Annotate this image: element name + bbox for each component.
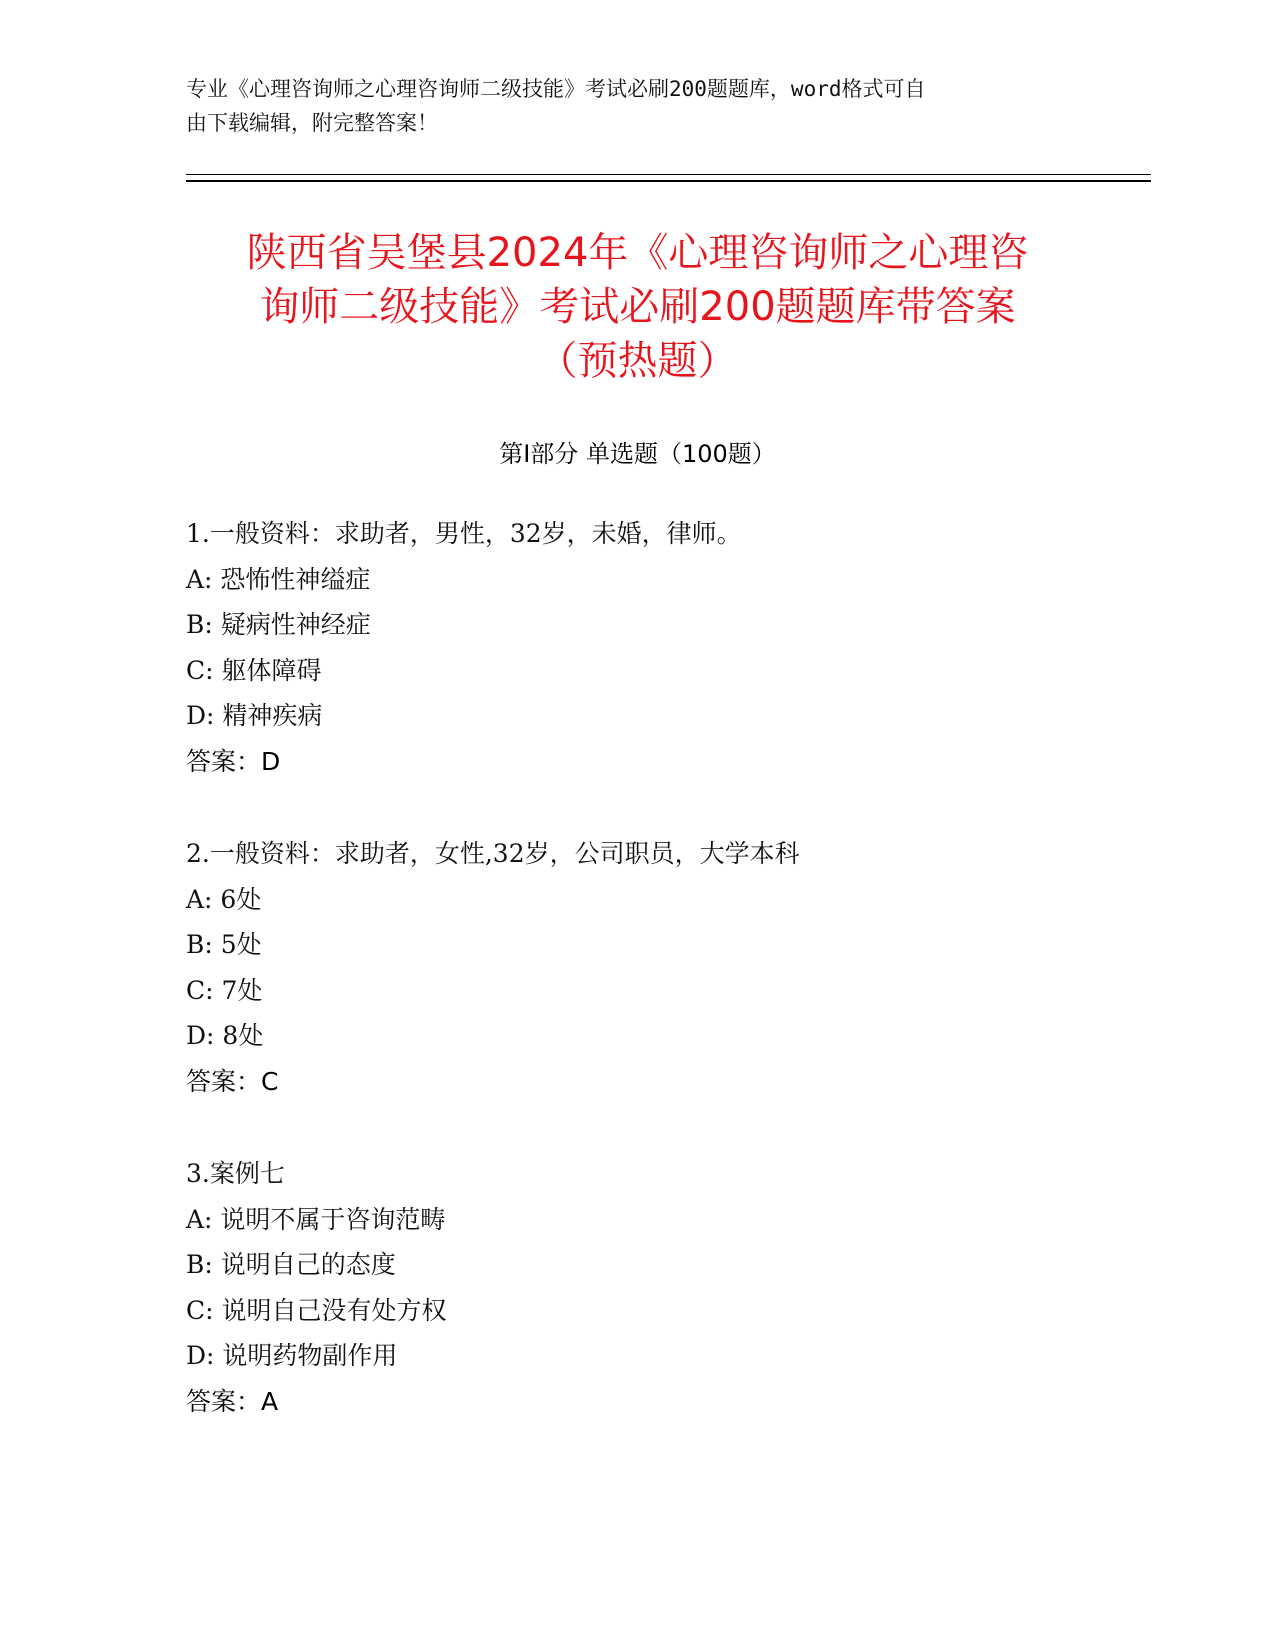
question-3 xyxy=(186,1151,1136,1424)
header-note-line-1: 专业《心理咨询师之心理咨询师二级技能》考试必刷200题题库，word格式可自 xyxy=(186,77,926,101)
header-divider-thin xyxy=(186,174,1151,175)
option-c: C: 说明自己没有处方权 xyxy=(186,1295,447,1325)
option-a: A: 说明不属于咨询范畴 xyxy=(186,1204,446,1234)
question-stem: 2.一般资料：求助者，女性,32岁，公司职员，大学本科 xyxy=(186,839,800,868)
question-2 xyxy=(186,831,1136,1104)
document-title xyxy=(150,226,1125,388)
section-heading: 第I部分 单选题（100题） xyxy=(499,440,776,468)
header-divider-thick xyxy=(186,180,1151,182)
document-title-line-2: 询师二级技能》考试必刷200题题库带答案 xyxy=(259,284,1016,330)
question-stem: 3.案例七 xyxy=(186,1159,285,1188)
option-d: D: 说明药物副作用 xyxy=(186,1341,398,1370)
answer: 答案：C xyxy=(186,1066,279,1096)
answer: 答案：A xyxy=(186,1386,279,1416)
option-b: B: 说明自己的态度 xyxy=(186,1250,396,1279)
option-d: D: 精神疾病 xyxy=(186,701,323,730)
document-title-line-3: （预热题） xyxy=(537,338,738,384)
question-stem: 1.一般资料：求助者，男性，32岁，未婚，律师。 xyxy=(186,519,742,548)
header-note xyxy=(186,72,1086,140)
option-a: A: 恐怖性神缢症 xyxy=(186,564,371,594)
document-title-line-1: 陕西省吴堡县2024年《心理咨询师之心理咨 xyxy=(246,230,1029,276)
answer: 答案：D xyxy=(186,746,281,776)
option-b: B: 5处 xyxy=(186,930,262,959)
option-d: D: 8处 xyxy=(186,1021,264,1050)
question-1 xyxy=(186,511,1136,784)
option-b: B: 疑病性神经症 xyxy=(186,610,371,639)
option-a: A: 6处 xyxy=(186,884,262,914)
option-c: C: 躯体障碍 xyxy=(186,655,322,685)
header-note-line-2: 由下载编辑，附完整答案！ xyxy=(186,111,438,135)
option-c: C: 7处 xyxy=(186,975,263,1005)
